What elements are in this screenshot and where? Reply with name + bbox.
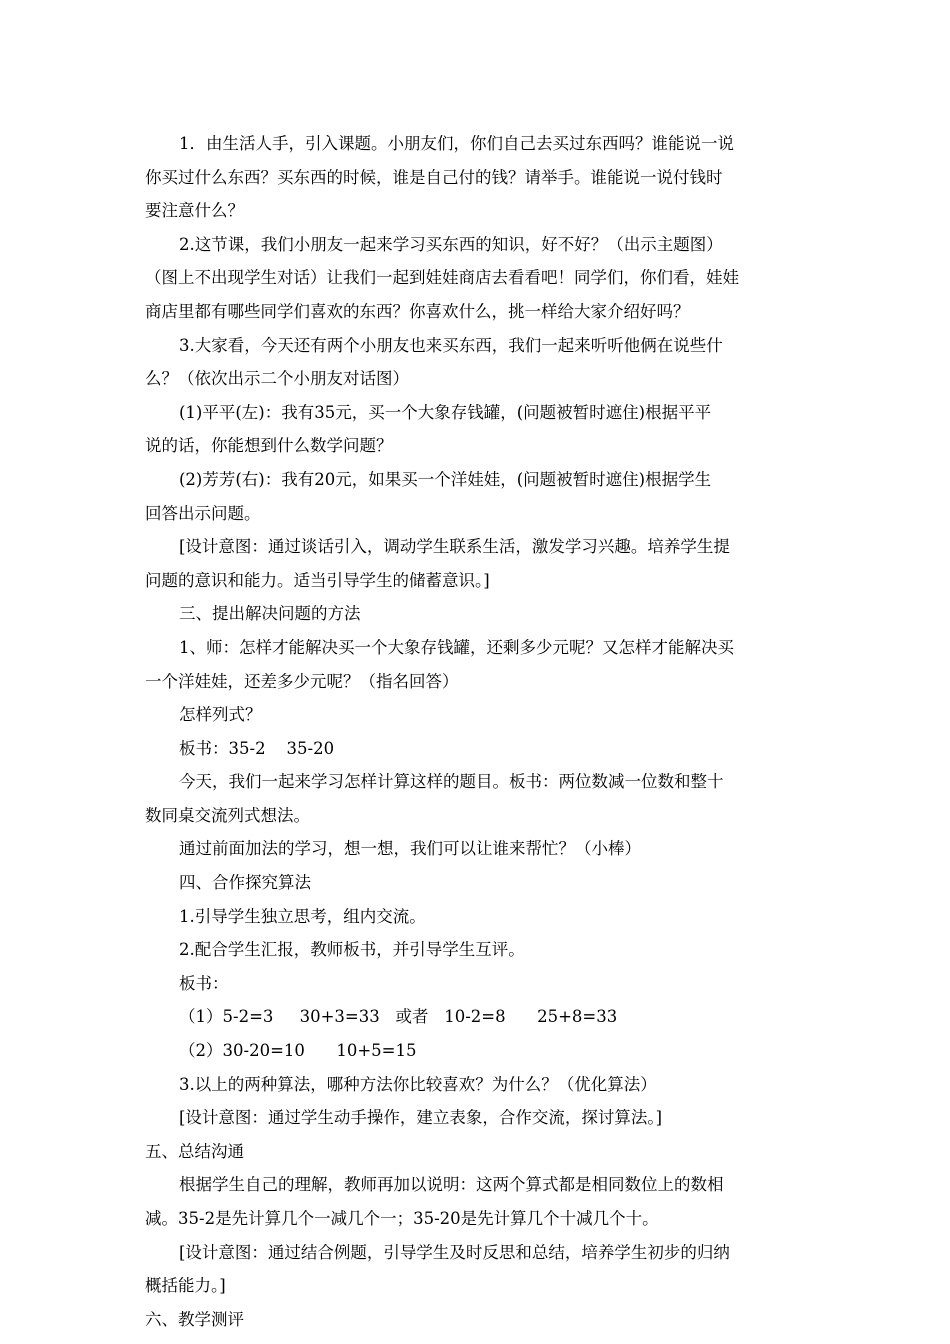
text-line: 四、合作探究算法 xyxy=(179,873,311,893)
text-line: 1、师：怎样才能解决买一个大象存钱罐，还剩多少元呢？又怎样才能解决买 xyxy=(179,637,734,657)
text-line: 要注意什么？ xyxy=(145,201,244,221)
text-line: 三、提出解决问题的方法 xyxy=(179,604,361,624)
text-line: 3.以上的两种算法，哪种方法你比较喜欢？为什么？（优化算法） xyxy=(179,1074,657,1094)
text-line: 今天，我们一起来学习怎样计算这样的题目。板书：两位数减一位数和整十 xyxy=(179,772,724,792)
text-line: 1．由生活人手，引入课题。小朋友们，你们自己去买过东西吗？谁能说一说 xyxy=(179,134,734,153)
text-line: （2）30-20=10 10+5=15 xyxy=(179,1041,417,1061)
text-line: 回答出示问题。 xyxy=(145,503,261,523)
text-line: [设计意图：通过谈话引入，调动学生联系生活，激发学习兴趣。培养学生提 xyxy=(179,537,730,557)
document-body xyxy=(145,127,810,1336)
text-line: 怎样列式？ xyxy=(179,705,262,725)
text-line: 你买过什么东西？买东西的时候，谁是自己付的钱？请举手。谁能说一说付钱时 xyxy=(145,167,723,187)
text-line: [设计意图：通过结合例题，引导学生及时反思和总结，培养学生初步的归纳 xyxy=(179,1242,730,1262)
text-line: 通过前面加法的学习，想一想，我们可以让谁来帮忙？（小棒） xyxy=(179,839,641,859)
text-line: 五、总结沟通 xyxy=(145,1141,244,1161)
text-line: (1)平平(左)：我有35元，买一个大象存钱罐，(问题被暂时遮住)根据平平 xyxy=(179,402,712,422)
text-line: 么？（依次出示二个小朋友对话图） xyxy=(145,369,409,389)
text-line: 2.这节课，我们小朋友一起来学习买东西的知识，好不好？（出示主题图） xyxy=(179,234,723,254)
text-line: 3.大家看，今天还有两个小朋友也来买东西，我们一起来听听他俩在说些什 xyxy=(179,335,723,355)
text-line: 1.引导学生独立思考，组内交流。 xyxy=(179,906,426,926)
text-line: (2)芳芳(右)：我有20元，如果买一个洋娃娃，(问题被暂时遮住)根据学生 xyxy=(179,469,712,489)
text-line: （图上不出现学生对话）让我们一起到娃娃商店去看看吧！同学们，你们看，娃娃 xyxy=(145,268,739,288)
text-line: 概括能力。] xyxy=(145,1276,226,1296)
text-line: 减。35-2是先计算几个一减几个一；35-20是先计算几个十减几个十。 xyxy=(145,1209,659,1228)
text-line: 问题的意识和能力。适当引导学生的储蓄意识。] xyxy=(145,570,490,590)
text-line: 商店里都有哪些同学们喜欢的东西？你喜欢什么，挑一样给大家介绍好吗？ xyxy=(145,301,690,321)
text-line: 六、教学测评 xyxy=(145,1309,244,1329)
text-line: 板书：35-2 35-20 xyxy=(179,738,335,758)
text-line: 一个洋娃娃，还差多少元呢？（指名回答） xyxy=(145,671,459,691)
text-line: 板书： xyxy=(179,973,229,993)
text-line: [设计意图：通过学生动手操作，建立表象，合作交流，探讨算法。] xyxy=(179,1108,663,1128)
text-line: 2.配合学生汇报，教师板书，并引导学生互评。 xyxy=(179,940,525,960)
text-line: 数同桌交流列式想法。 xyxy=(145,805,310,825)
text-line: 根据学生自己的理解，教师再加以说明：这两个算式都是相同数位上的数相 xyxy=(179,1175,724,1195)
text-line: （1）5-2=3 30+3=33 或者 10-2=8 25+8=33 xyxy=(179,1007,618,1027)
text-line: 说的话，你能想到什么数学问题？ xyxy=(145,436,393,456)
